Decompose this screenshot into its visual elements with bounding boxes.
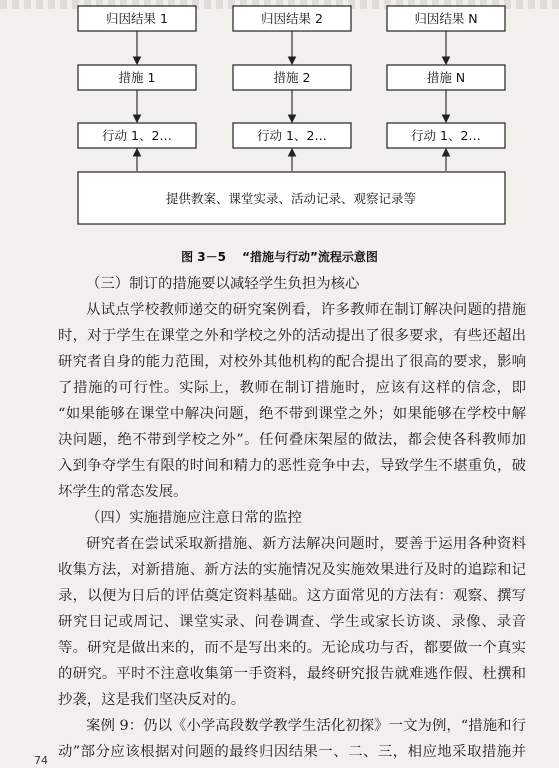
paragraph-line: 的研究。平时不注意收集第一手资料，最终研究报告就难逃作假、杜撰和 [58, 666, 526, 682]
section-heading: （三）制订的措施要以减轻学生负担为核心 [86, 276, 360, 292]
paragraph-line: 了措施的可行性。实际上，教师在制订措施时，应该有这样的信念，即 [58, 380, 526, 396]
action-label-1: 行动 1、2… [102, 128, 172, 143]
paragraph-line: 录，以便为日后的评估奠定资料基础。这方面常见的方法有：观察、撰写 [58, 588, 526, 604]
action-label-n: 行动 1、2… [411, 128, 481, 143]
paragraph-line: 抄袭，这是我们坚决反对的。 [58, 692, 246, 708]
paragraph-line: 收集方法，对新措施、新方法的实施情况及实施效果进行及时的追踪和记 [58, 562, 526, 578]
paragraph-line: 决问题，绝不带到学校之外”。任何叠床架屋的做法，都会使各科教师加 [58, 432, 526, 448]
page-number: 74 [34, 754, 48, 767]
flow-diagram [0, 0, 559, 250]
figure-caption [0, 248, 559, 265]
figure-title: “措施与行动”流程示意图 [242, 250, 378, 264]
paragraph-line: 研究日记或周记、课堂实录、问卷调查、学生或家长访谈、录像、录音 [58, 614, 526, 630]
paragraph-line: 时，对于学生在课堂之外和学校之外的活动提出了很多要求，有些还超出 [58, 328, 526, 344]
paragraph-line: 等。研究是做出来的，而不是写出来的。无论成功与否，都要做一个真实 [58, 640, 526, 656]
paragraph-line: 研究者在尝试采取新措施、新方法解决问题时，要善于运用各种资料 [86, 536, 526, 552]
body-text [58, 271, 526, 765]
paragraph-line: 研究者自身的能力范围，对校外其他机构的配合提出了很高的要求，影响 [58, 354, 526, 370]
measure-label-n: 措施 N [426, 70, 466, 85]
paragraph-line: 坏学生的常态发展。 [58, 484, 188, 500]
measure-label-1: 措施 1 [118, 70, 156, 85]
paragraph-line: 动”部分应该根据对问题的最终归因结果一、二、三，相应地采取措施并 [58, 744, 526, 760]
result-label-1: 归因结果 1 [106, 11, 168, 26]
measure-label-2: 措施 2 [273, 70, 311, 85]
result-label-n: 归因结果 N [414, 11, 478, 26]
figure-number: 图 3－5 [181, 250, 226, 264]
section-heading: （四）实施措施应注意日常的监控 [86, 510, 302, 526]
paragraph-line: “如果能够在课堂中解决问题，绝不带到课堂之外；如果能够在学校中解 [58, 406, 526, 422]
paragraph-line: 案例 9：仍以《小学高段数学教学生活化初探》一文为例，“措施和行 [86, 718, 526, 734]
action-label-2: 行动 1、2… [257, 128, 327, 143]
result-label-2: 归因结果 2 [261, 11, 323, 26]
paragraph-line: 入到争夺学生有限的时间和精力的恶性竞争中去，导致学生不堪重负，破 [58, 458, 526, 474]
source-label: 提供教案、课堂实录、活动记录、观察记录等 [165, 191, 417, 206]
paragraph-line: 从试点学校教师递交的研究案例看，许多教师在制订解决问题的措施 [86, 302, 526, 318]
